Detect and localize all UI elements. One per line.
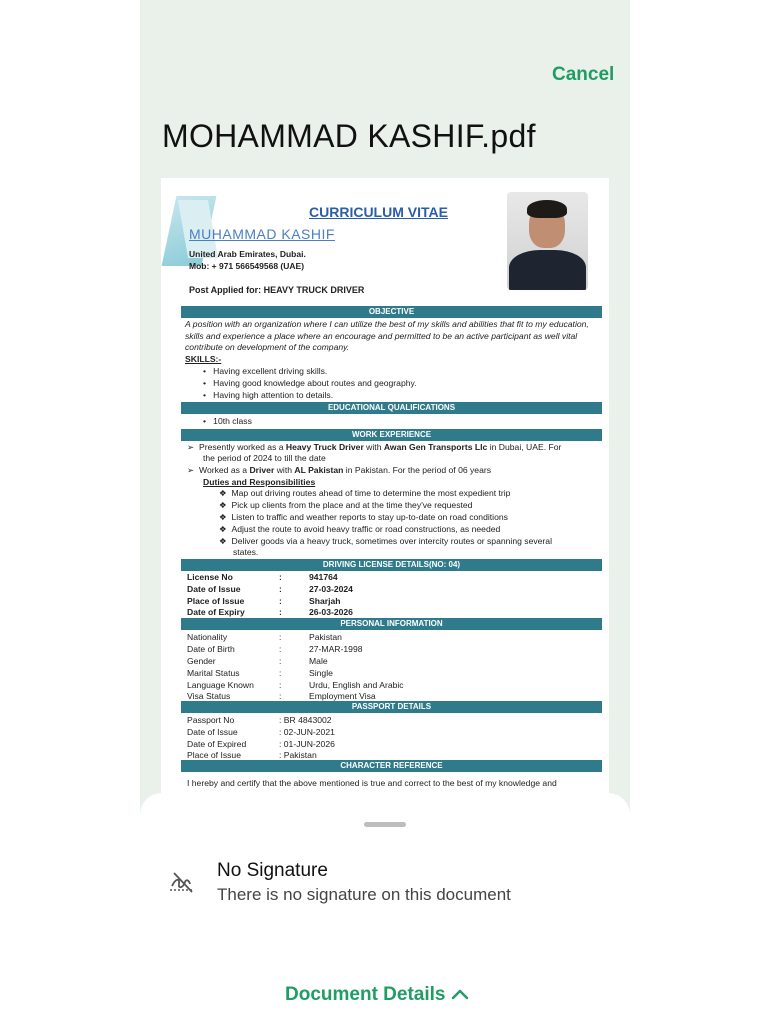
separator: :: [279, 584, 282, 594]
passport-value: : 02-JUN-2021: [279, 727, 335, 737]
no-signature-subtitle: There is no signature on this document: [217, 885, 511, 904]
objective-text: A position with an organization where I can utilize the best of my skills and abilities that fit to my education, skills and experience a place where an encourage and permitted to be an active participant as well vital contribute on development of the company.: [185, 319, 589, 352]
license-label: License No: [187, 572, 233, 582]
separator: :: [279, 632, 282, 642]
license-value: 26-03-2026: [309, 607, 353, 617]
separator: :: [279, 691, 282, 701]
personal-label: Visa Status: [187, 691, 231, 701]
file-title: MOHAMMAD KASHIF.pdf: [162, 118, 536, 154]
license-value: 27-03-2024: [309, 584, 353, 594]
personal-label: Marital Status: [187, 668, 240, 678]
section-passport: PASSPORT DETAILS: [181, 701, 602, 713]
list-item: ❖ Deliver goods via a heavy truck, sometimes over intercity routes or spanning several: [219, 536, 552, 546]
list-item: • Having good knowledge about routes and geography.: [203, 378, 417, 388]
license-value: Sharjah: [309, 596, 341, 606]
cv-location: United Arab Emirates, Dubai.: [189, 249, 306, 259]
separator: :: [279, 644, 282, 654]
chevron-up-icon: [451, 984, 469, 1006]
passport-label: Passport No: [187, 715, 235, 725]
section-character: CHARACTER REFERENCE: [181, 760, 602, 772]
no-signature-icon: [168, 870, 198, 894]
section-license: DRIVING LICENSE DETAILS(NO: 04): [181, 559, 602, 571]
personal-value: Male: [309, 656, 328, 666]
duties-heading: Duties and Responsibilities: [203, 477, 316, 487]
document-details-button[interactable]: [285, 984, 469, 1006]
license-label: Date of Expiry: [187, 607, 245, 617]
passport-label: Date of Expired: [187, 739, 247, 749]
separator: :: [279, 656, 282, 666]
section-work: WORK EXPERIENCE: [181, 429, 602, 441]
list-item: • 10th class: [203, 416, 252, 426]
separator: :: [279, 572, 282, 582]
list-item: • Having high attention to details.: [203, 390, 334, 400]
cv-name: MUHAMMAD KASHIF: [189, 226, 335, 242]
section-education: EDUCATIONAL QUALIFICATIONS: [181, 402, 602, 414]
post-label: Post Applied for:: [189, 285, 264, 295]
profile-photo: [507, 192, 588, 290]
passport-label: Place of Issue: [187, 750, 241, 760]
personal-value: 27-MAR-1998: [309, 644, 363, 654]
document-preview[interactable]: [161, 178, 609, 818]
declaration-text: I hereby and certify that the above mentioned is true and correct to the best of my knowledge and: [187, 778, 557, 788]
cv-title: CURRICULUM VITAE: [309, 204, 448, 220]
document-details-label: Document Details: [285, 984, 446, 1005]
personal-label: Language Known: [187, 680, 254, 690]
list-item: ❖ Adjust the route to avoid heavy traffic or road constructions, as needed: [219, 524, 501, 534]
passport-value: : 01-JUN-2026: [279, 739, 335, 749]
skills-heading: SKILLS:-: [185, 354, 222, 364]
list-item: ➢ Presently worked as a Heavy Truck Driver with Awan Gen Transports Llc in Dubai, UAE. For: [187, 442, 562, 452]
cv-post-applied: [189, 285, 364, 295]
list-item: states.: [233, 547, 259, 557]
passport-value: : Pakistan: [279, 750, 317, 760]
section-objective: OBJECTIVE: [181, 306, 602, 318]
license-label: Place of Issue: [187, 596, 245, 606]
personal-label: Gender: [187, 656, 216, 666]
personal-value: Urdu, English and Arabic: [309, 680, 404, 690]
separator: :: [279, 607, 282, 617]
list-item: • Having excellent driving skills.: [203, 366, 328, 376]
personal-value: Pakistan: [309, 632, 342, 642]
drag-handle[interactable]: [364, 822, 406, 827]
cv-mobile: Mob: + 971 566549568 (UAE): [189, 261, 305, 271]
license-label: Date of Issue: [187, 584, 241, 594]
personal-value: Employment Visa: [309, 691, 376, 701]
list-item: ❖ Map out driving routes ahead of time to determine the most expedient trip: [219, 488, 511, 498]
license-value: 941764: [309, 572, 338, 582]
list-item: ➢ Worked as a Driver with AL Pakistan in Pakistan. For the period of 06 years: [187, 465, 492, 475]
passport-label: Date of Issue: [187, 727, 238, 737]
section-personal: PERSONAL INFORMATION: [181, 618, 602, 630]
no-signature-title: No Signature: [217, 860, 328, 881]
passport-value: : BR 4843002: [279, 715, 332, 725]
separator: :: [279, 668, 282, 678]
work-period: the period of 2024 to till the date: [203, 453, 326, 463]
personal-value: Single: [309, 668, 333, 678]
separator: :: [279, 596, 282, 606]
separator: :: [279, 680, 282, 690]
post-value: HEAVY TRUCK DRIVER: [263, 285, 365, 295]
list-item: ❖ Pick up clients from the place and at the time they've requested: [219, 500, 473, 510]
cancel-button[interactable]: Cancel: [552, 64, 615, 85]
list-item: ❖ Listen to traffic and weather reports to stay up-to-date on road conditions: [219, 512, 508, 522]
personal-label: Date of Birth: [187, 644, 235, 654]
personal-label: Nationality: [187, 632, 228, 642]
